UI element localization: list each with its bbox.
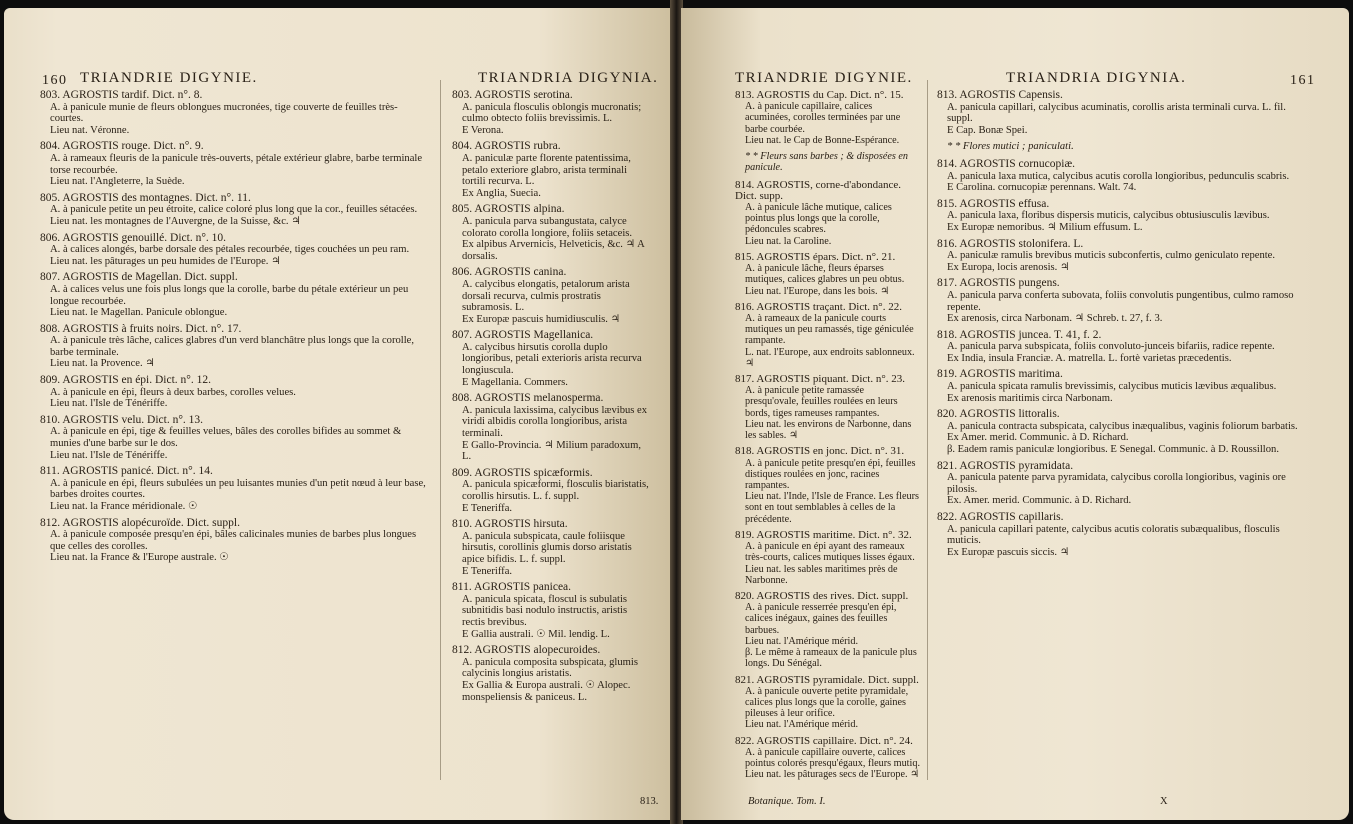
entry-title: 811. AGROSTIS panicé. Dict. n°. 14. (40, 465, 213, 478)
species-entry (40, 466, 430, 512)
entry-line: A. à panicule en épi, fleurs à deux barbes, corolles velues. (50, 386, 296, 398)
left-header-latin: TRIANDRIA DIGYNIA. (478, 70, 659, 86)
entry-line: E Magellania. Commers. (462, 376, 568, 388)
entry-title: 805. AGROSTIS alpina. (452, 203, 565, 216)
entry-line: β. Le même à rameaux de la panicule plus longs. Du Sénégal. (745, 647, 917, 670)
species-entry (452, 582, 652, 640)
entry-title: 822. AGROSTIS capillaris. (937, 511, 1064, 523)
entry-title: 821. AGROSTIS pyramidale. Dict. suppl. (735, 673, 919, 686)
entry-title: 820. AGROSTIS littoralis. (937, 408, 1060, 421)
entry-line: A. à panicule très lâche, calices glabres d'un verd blanchâtre plus longs que la corolle, barbe terminale. (50, 335, 415, 358)
entry-title: 804. AGROSTIS rubra. (452, 140, 561, 153)
species-entry (735, 736, 920, 781)
entry-line: A. à panicule en épi, fleurs subulées un peu luisantes munies d'un petit nœud à leur base, barbes droites courtes. (50, 477, 426, 501)
entry-line: A. panicula composita subspicata, glumis calycinis longius aristatis. (462, 656, 638, 680)
entry-line: A. calycibus hirsutis corolla duplo longioribus, petali exterioris arista recurva longiuscula. (462, 341, 642, 377)
entry-line: A. panicula laxa mutica, calycibus acutis corolla longioribus, pedunculis scabris. (947, 170, 1290, 182)
entry-title: 808. AGROSTIS melanosperma. (452, 392, 604, 405)
species-entry (937, 369, 1307, 404)
entry-line: Ex Anglia, Suecia. (462, 187, 541, 199)
species-entry (937, 159, 1307, 194)
species-entry (735, 302, 920, 369)
species-entry (452, 267, 652, 325)
species-entry (937, 409, 1307, 455)
entry-line: A. à panicule munie de fleurs oblongues mucronées, tige couverte de feuilles très-courtes. (50, 101, 398, 125)
species-entry (735, 530, 920, 586)
entry-line: A. panicula capillari, calycibus acuminatis, corollis arista terminali curva. L. fil. suppl. (947, 101, 1286, 125)
entry-title: 809. AGROSTIS en épi. Dict. n°. 12. (40, 374, 212, 387)
entry-line: A. à panicule composée presqu'en épi, bâles calicinales munies de barbes plus longues que celles des corolles. (50, 529, 417, 552)
section-note: * * Fleurs sans barbes ; & disposées en panicule. (745, 151, 908, 174)
entry-title: 816. AGROSTIS traçant. Dict. n°. 22. (735, 300, 902, 313)
entry-line: A. à panicule en épi, tige & feuilles velues, bâles des corolles bifides au sommet & munies d'une barbe sur le dos. (50, 426, 402, 450)
entry-line: Lieu nat. les pâturages un peu humides de l'Europe. ♃ (50, 255, 281, 267)
entry-title: 819. AGROSTIS maritima. (937, 368, 1063, 381)
entry-title: 812. AGROSTIS alopécuroïde. Dict. suppl. (40, 516, 240, 529)
entry-line: Ex. Amer. merid. Communic. à D. Richard. (947, 495, 1132, 507)
species-entry (735, 591, 920, 670)
species-entry (735, 446, 920, 525)
species-entry (452, 393, 652, 463)
entry-line: E Teneriffa. (462, 502, 513, 514)
entry-line: E Teneriffa. (462, 565, 513, 577)
entry-title: 803. AGROSTIS serotina. (452, 89, 573, 101)
entry-title: 813. AGROSTIS Capensis. (937, 89, 1063, 101)
entry-title: 819. AGROSTIS maritime. Dict. n°. 32. (735, 528, 912, 541)
entry-title: 818. AGROSTIS juncea. T. 41, f. 2. (937, 328, 1102, 341)
species-entry (40, 90, 430, 136)
entry-title: 808. AGROSTIS à fruits noirs. Dict. n°. 17. (40, 322, 242, 335)
species-entry (735, 675, 920, 731)
entry-line: E Gallo-Provincia. ♃ Milium paradoxum, L. (462, 439, 641, 463)
entry-line: A. panicula spicæformi, flosculis biaristatis, corollis hirsutis. L. f. suppl. (462, 479, 649, 502)
left-page-french-column (40, 90, 430, 569)
entry-line: Ex India, insula Franciæ. A. matrella. L. fortè varietas præcedentis. (947, 352, 1232, 364)
entry-line: Ex Europæ pascuis humidiusculis. ♃ (462, 313, 621, 325)
entry-title: 820. AGROSTIS des rives. Dict. suppl. (735, 589, 909, 602)
entry-line: A. panicula parva subangustata, calyce colorato corolla longiore, foliis setaceis. (462, 215, 633, 239)
species-entry (40, 324, 430, 370)
species-entry (735, 180, 920, 247)
entry-line: A. panicula laxissima, calycibus lævibus ex viridi albidis corolla longioribus, arista terminali. (462, 404, 648, 440)
entry-line: Lieu nat. la France & l'Europe australe. ☉ (50, 552, 229, 564)
entry-line: Lieu nat. l'Angleterre, la Suède. (50, 176, 185, 188)
species-entry (452, 90, 652, 136)
entry-line: A. panicula spicata, floscul is subulatis subnitidis basi nodulo instructis, aristis rectis brevibus. (462, 593, 628, 628)
entry-title: 817. AGROSTIS pungens. (937, 277, 1060, 290)
entry-line: Lieu nat. l'Inde, l'Isle de France. Les fleurs sont en tout semblables à celles de la précédente. (745, 491, 919, 525)
entry-line: A. à panicule petite un peu étroite, calice coloré plus long que la cor., feuilles sétacées. (50, 204, 418, 216)
species-entry (452, 330, 652, 388)
right-column-rule (927, 80, 928, 780)
entry-title: 807. AGROSTIS de Magellan. Dict. suppl. (40, 271, 238, 284)
right-header-latin: TRIANDRIA DIGYNIA. (1006, 70, 1187, 86)
species-entry (452, 645, 652, 703)
entry-line: Lieu nat. l'Isle de Ténériffe. (50, 449, 168, 461)
section-note: * * Flores mutici ; paniculati. (947, 141, 1074, 153)
entry-line: A. calycibus elongatis, petalorum arista dorsali recurva, culmis prostratis subramosis. L. (462, 278, 630, 314)
entry-line: Lieu nat. la Provence. ♃ (50, 358, 155, 370)
species-entry (40, 518, 430, 564)
entry-line: A. paniculæ ramulis brevibus muticis subconfertis, culmo geniculato repente. (947, 250, 1276, 262)
entry-line: Lieu nat. la Caroline. (745, 235, 832, 247)
entry-title: 806. AGROSTIS genouillé. Dict. n°. 10. (40, 231, 227, 244)
entry-title: 810. AGROSTIS velu. Dict. n°. 13. (40, 413, 204, 426)
species-entry (40, 415, 430, 461)
species-entry (452, 468, 652, 514)
entry-line: Ex Europæ nemoribus. ♃ Milium effusum. L. (947, 221, 1143, 233)
entry-title: 814. AGROSTIS, corne-d'abondance. Dict. supp. (735, 178, 902, 202)
entry-line: A. panicula flosculis oblongis mucronatis; culmo obtecto foliis brevissimis. L. (462, 101, 642, 125)
entry-line: A. panicula laxa, floribus dispersis muticis, calycibus obtusiusculis lævibus. (947, 210, 1270, 222)
entry-line: Lieu nat. les montagnes de l'Auvergne, de la Suisse, &c. ♃ (50, 215, 301, 227)
entry-line: A. à panicule capillaire ouverte, calices pointus colorés presqu'égaux, fleurs mutiq. (745, 746, 920, 770)
entry-line: A. à rameaux fleuris de la panicule très-ouverts, pétale extérieur glabre, barbe terminale torse recourbée. (50, 152, 423, 176)
entry-line: A. à panicule petite presqu'en épi, feuilles distiques roulées en jonc, racines rampantes. (745, 457, 916, 491)
species-entry (40, 193, 430, 228)
entry-line: Ex Amer. merid. Communic. à D. Richard. (947, 432, 1129, 444)
entry-title: 822. AGROSTIS capillaire. Dict. n°. 24. (735, 734, 913, 747)
entry-line: A. à panicule lâche mutique, calices pointus plus longs que la corolle, pédoncules scabres. (745, 201, 892, 236)
species-entry (735, 252, 920, 297)
right-page-latin-column (937, 90, 1307, 563)
species-entry (937, 512, 1307, 558)
left-header-french: TRIANDRIE DIGYNIE. (80, 70, 258, 86)
species-entry (40, 272, 430, 318)
entry-line: A. panicula parva subspicata, foliis convoluto-junceis bifariis, radice repente. (947, 341, 1275, 353)
entry-line: Lieu nat. le Cap de Bonne-Espérance. (745, 134, 900, 146)
entry-line: A. à panicule capillaire, calices acuminées, corolles terminées par une barbe courbée. (745, 101, 901, 135)
left-page-latin-column (452, 90, 652, 708)
right-page-number: 161 (1290, 73, 1316, 88)
species-entry (937, 239, 1307, 274)
right-page-french-column (735, 90, 920, 785)
species-entry (937, 278, 1307, 324)
entry-title: 804. AGROSTIS rouge. Dict. n°. 9. (40, 140, 204, 153)
entry-line: A. paniculæ parte florente patentissima, petalo exteriore glabro, arista terminali tortili recurva. L. (462, 152, 631, 188)
signature-mark: X (1160, 796, 1168, 807)
entry-title: 806. AGROSTIS canina. (452, 266, 567, 279)
entry-title: 805. AGROSTIS des montagnes. Dict. n°. 11. (40, 191, 251, 204)
species-entry (735, 374, 920, 441)
entry-title: 816. AGROSTIS stolonifera. L. (937, 237, 1084, 250)
right-header-french: TRIANDRIE DIGYNIE. (735, 70, 913, 86)
entry-title: 811. AGROSTIS panicea. (452, 581, 572, 594)
species-entry (40, 375, 430, 410)
species-entry (452, 519, 652, 577)
species-entry (937, 461, 1307, 507)
species-entry (452, 141, 652, 199)
entry-title: 812. AGROSTIS alopecuroides. (452, 644, 601, 657)
entry-title: 815. AGROSTIS effusa. (937, 197, 1050, 210)
entry-line: Ex Europæ pascuis siccis. ♃ (947, 546, 1070, 558)
species-entry (937, 330, 1307, 365)
entry-line: Lieu nat. les sables maritimes près de Narbonne. (745, 563, 898, 586)
entry-line: Ex arenosis maritimis circa Narbonam. (947, 392, 1113, 404)
entry-line: Lieu nat. l'Amérique mérid. (745, 635, 859, 647)
species-entry (937, 199, 1307, 234)
entry-line: E Carolina. cornucopiæ perennans. Walt. 74. (947, 182, 1137, 194)
entry-line: Lieu nat. le Magellan. Panicule oblongue. (50, 307, 228, 319)
entry-line: Lieu nat. l'Amérique mérid. (745, 719, 859, 731)
entry-line: Lieu nat. Véronne. (50, 124, 130, 136)
left-page-number: 160 (42, 73, 68, 88)
entry-line: Lieu nat. les pâturages secs de l'Europe. ♃ (745, 769, 920, 781)
entry-title: 814. AGROSTIS cornucopiæ. (937, 157, 1075, 170)
entry-title: 803. AGROSTIS tardif. Dict. n°. 8. (40, 89, 203, 101)
entry-line: Lieu nat. la France méridionale. ☉ (50, 501, 198, 512)
entry-line: E Verona. (462, 124, 504, 136)
entry-line: A. à panicule ouverte petite pyramidale, calices plus longs que la corolle, gaines pileuses à leur orifice. (745, 685, 909, 720)
entry-line: Ex alpibus Arvernicis, Helveticis, &c. ♃ A dorsalis. (462, 239, 645, 262)
entry-line: A. panicula subspicata, caule foliisque hirsutis, corollinis glumis dorso aristatis apice bifidis. L. f. suppl. (462, 530, 632, 565)
entry-title: 818. AGROSTIS en jonc. Dict. n°. 31. (735, 445, 905, 458)
entry-line: A. panicula contracta subspicata, calycibus inæqualibus, vaginis foliorum barbatis. (947, 420, 1298, 432)
page-footer: Botanique. Tom. I. (748, 796, 826, 807)
entry-title: 813. AGROSTIS du Cap. Dict. n°. 15. (735, 89, 904, 101)
entry-title: 815. AGROSTIS épars. Dict. n°. 21. (735, 250, 896, 263)
catchword: 813. (640, 796, 659, 807)
entry-title: 809. AGROSTIS spicæformis. (452, 466, 593, 479)
entry-line: A. à panicule lâche, fleurs éparses mutiques, calices glabres un peu obtus. (745, 263, 905, 286)
species-entry (735, 90, 920, 146)
entry-line: A. à calices alongés, barbe dorsale des pétales recourbée, tiges couchées un peu ram. (50, 244, 410, 256)
entry-line: A. à rameaux de la panicule courts mutiques un peu ramassés, tige géniculée rampante. (745, 312, 914, 347)
entry-line: Lieu nat. les environs de Narbonne, dans les sables. ♃ (745, 418, 912, 442)
entry-line: A. panicula patente parva pyramidata, calycibus corolla longioribus, vaginis ore pilosis. (947, 472, 1286, 495)
entry-line: Ex arenosis, circa Narbonam. ♃ Schreb. t. 27, f. 3. (947, 313, 1163, 325)
entry-line: Ex Europa, locis arenosis. ♃ (947, 261, 1070, 273)
entry-line: A. à panicule resserrée presqu'en épi, calices inégaux, gaines des feuilles barbues. (745, 602, 897, 636)
entry-line: A. à calices velus une fois plus longs que la corolle, barbe du pétale extérieur un peu longue recourbée. (50, 283, 409, 307)
entry-line: A. à panicule petite ramassée presqu'ovale, feuilles roulées en leurs bords, tiges rameuses rampantes. (745, 385, 898, 419)
entry-line: Lieu nat. l'Isle de Ténériffe. (50, 398, 168, 410)
entry-line: A. panicula parva conferta subovata, foliis convolutis pungentibus, culmo ramoso repente. (947, 289, 1294, 313)
entry-line: E Gallia australi. ☉ Mil. lendig. L. (462, 628, 610, 640)
species-entry (452, 204, 652, 262)
entry-line: Lieu nat. l'Europe, dans les bois. ♃ (745, 285, 890, 297)
entry-line: A. à panicule en épi ayant des rameaux très-courts, calices mutiques lisses égaux. (745, 541, 915, 564)
species-entry (937, 90, 1307, 136)
entry-line: β. Eadem ramis paniculæ longioribus. E Senegal. Communic. à D. Roussillon. (947, 444, 1279, 456)
entry-line: E Cap. Bonæ Spei. (947, 124, 1028, 136)
species-entry (40, 233, 430, 268)
entry-title: 821. AGROSTIS pyramidata. (937, 459, 1074, 472)
entry-line: Ex Gallia & Europa australi. ☉ Alopec. monspeliensis & paniceus. L. (462, 679, 631, 703)
left-column-rule (440, 80, 441, 780)
entry-title: 807. AGROSTIS Magellanica. (452, 329, 594, 342)
entry-title: 817. AGROSTIS piquant. Dict. n°. 23. (735, 373, 906, 386)
species-entry (40, 141, 430, 187)
entry-line: A. panicula spicata ramulis brevissimis, calycibus muticis lævibus æqualibus. (947, 381, 1277, 393)
entry-line: A. panicula capillari patente, calycibus acutis coloratis subæqualibus, flosculis muticis. (947, 523, 1280, 547)
entry-line: L. nat. l'Europe, aux endroits sablonneux. ♃ (745, 346, 915, 369)
entry-title: 810. AGROSTIS hirsuta. (452, 518, 568, 531)
